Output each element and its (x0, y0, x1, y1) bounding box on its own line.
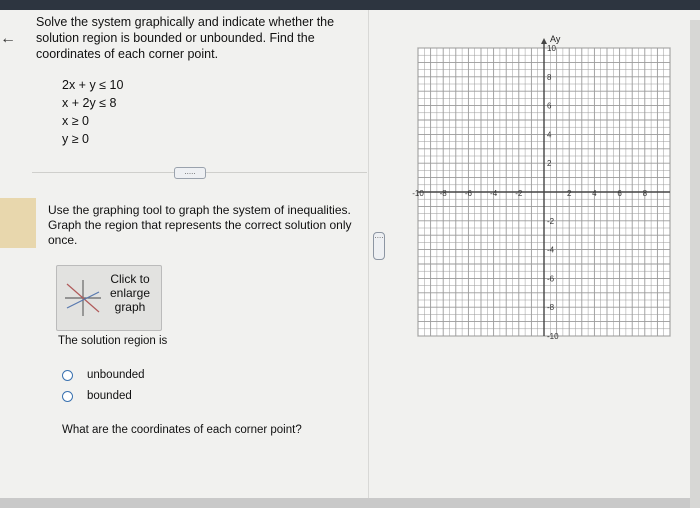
enlarge-graph-label: Click to enlarge graph (109, 272, 151, 314)
y-tick-label: 10 (547, 44, 556, 53)
x-tick-label: -4 (490, 189, 498, 198)
y-tick-label: 8 (547, 72, 552, 82)
panel-resize-handle[interactable]: .... (373, 232, 385, 260)
y-tick-label: -4 (547, 245, 555, 255)
inequality-4: y ≥ 0 (62, 132, 90, 146)
inequality-1: 2x + y ≤ 10 (62, 78, 124, 92)
x-tick-label: 2 (566, 189, 572, 198)
y-tick-label: 6 (547, 101, 552, 111)
y-tick-label: -8 (547, 303, 555, 313)
y-tick-label: -6 (547, 274, 555, 284)
question-page (0, 10, 700, 498)
x-tick-label: -8 (439, 189, 447, 198)
radio-unbounded[interactable] (62, 370, 73, 381)
y-tick-label: 2 (547, 159, 552, 169)
option-unbounded-label: unbounded (87, 369, 145, 381)
inequality-2: x + 2y ≤ 8 (62, 96, 117, 110)
x-tick-label: 6 (617, 189, 622, 198)
coordinate-grid[interactable] (410, 30, 700, 350)
x-tick-label: 4 (592, 189, 597, 198)
y-tick-label: -10 (547, 332, 559, 341)
top-bar (0, 0, 700, 10)
enlarge-graph-thumbnail[interactable] (56, 265, 162, 331)
option-unbounded[interactable] (62, 369, 145, 381)
y-tick-label: 4 (547, 130, 552, 140)
corner-points-question: What are the coordinates of each corner point? (62, 424, 302, 436)
graphing-tool[interactable] (410, 30, 700, 350)
x-tick-label: 8 (642, 189, 648, 198)
more-button[interactable]: ..... (174, 167, 206, 179)
option-bounded[interactable] (62, 390, 132, 402)
option-bounded-label: bounded (87, 390, 132, 402)
current-step-highlight (0, 198, 36, 248)
problem-prompt: Solve the system graphically and indicate whether the solution region is bounded or unbounded. Find the coordinates of each corner point. (36, 15, 335, 61)
x-tick-label: -2 (515, 189, 523, 198)
radio-bounded[interactable] (62, 391, 73, 402)
x-tick-label: -10 (412, 189, 424, 198)
panel-divider (368, 10, 369, 498)
y-tick-label: -2 (547, 216, 555, 226)
back-arrow-icon[interactable]: ← (0, 30, 16, 47)
inequality-3: x ≥ 0 (62, 114, 90, 128)
solution-region-label: The solution region is (58, 335, 168, 347)
y-axis-label: Ay (550, 34, 561, 44)
graph-thumbnail-icon (63, 278, 103, 318)
graph-instructions: Use the graphing tool to graph the system of inequalities. Graph the region that represents the correct solution only once. (48, 203, 352, 247)
right-edge-panel (690, 20, 700, 508)
x-tick-label: -6 (464, 189, 472, 198)
